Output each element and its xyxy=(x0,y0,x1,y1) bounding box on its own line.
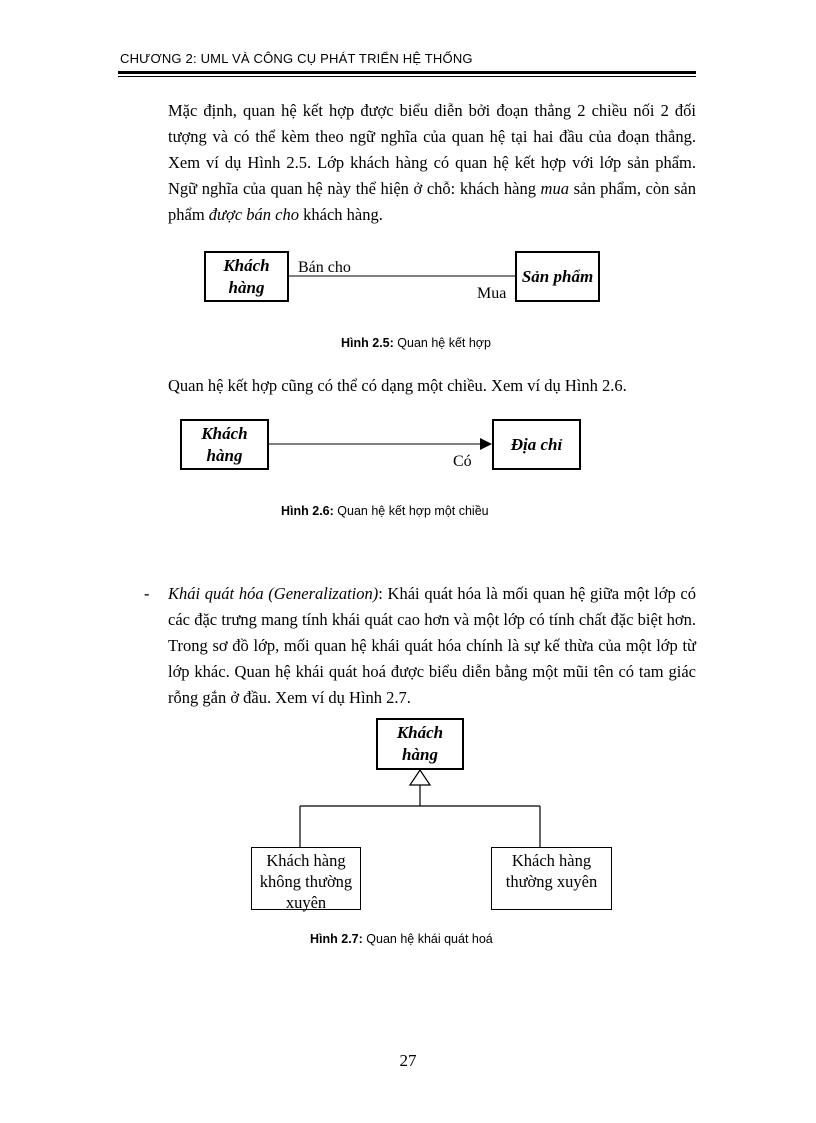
fig27-generalization-triangle xyxy=(410,770,430,785)
paragraph-text: khách hàng. xyxy=(299,205,383,224)
page-number: 27 xyxy=(399,1051,417,1070)
caption-text: Quan hệ khái quát hoá xyxy=(362,932,493,946)
fig26-arrowhead xyxy=(480,438,492,450)
class-box-khach-hang xyxy=(180,419,269,470)
class-box-khach-hang-thuong-xuyen xyxy=(491,847,612,910)
class-box-khach-hang-parent xyxy=(376,718,464,770)
paragraph-generalization xyxy=(168,581,696,711)
class-name: Khách hàng xyxy=(201,423,248,465)
emphasis-duoc-ban-cho: được bán cho xyxy=(208,205,299,224)
caption-label: Hình 2.6: xyxy=(281,504,334,518)
class-name: Sản phẩm xyxy=(521,266,594,286)
figure-caption-2-6 xyxy=(281,504,489,518)
figure-caption-2-5 xyxy=(341,336,491,350)
caption-text: Quan hệ kết hợp xyxy=(393,336,491,350)
class-name: Khách hàng xyxy=(223,255,270,297)
paragraph-text: : Khái quát hóa là mối quan hệ giữa một lớp có các đặc trưng mang tính khái quát cao hơn và một lớp có tính chất đặc biệt hơn. Trong sơ đồ lớp, mối quan hệ khái quát hóa chính là sự kế thừa của một lớp từ lớp khác. Quan hệ khái quát hoá được biểu diễn bằng một mũi tên có tam giác rỗng gắn ở đầu. Xem ví dụ Hình 2.7. xyxy=(168,584,697,707)
class-box-dia-chi xyxy=(492,419,581,470)
paragraph-text: sản phẩm, còn sản phẩm xyxy=(168,179,696,224)
class-name: Khách hàng thường xuyên xyxy=(505,851,598,891)
caption-text: Quan hệ kết hợp một chiều xyxy=(333,504,489,518)
emphasis-mua: mua xyxy=(540,179,569,198)
class-name: Khách hàng không thường xuyên xyxy=(259,851,353,912)
running-header: CHƯƠNG 2: UML VÀ CÔNG CỤ PHÁT TRIỂN HỆ THỐNG xyxy=(120,51,473,66)
class-name: Khách hàng xyxy=(396,723,444,764)
bullet-dash: - xyxy=(144,584,150,603)
caption-label: Hình 2.7: xyxy=(310,932,363,946)
class-box-san-pham xyxy=(515,251,600,302)
caption-label: Hình 2.5: xyxy=(341,336,394,350)
class-box-khach-hang xyxy=(204,251,289,302)
paragraph-one-way: Quan hệ kết hợp cũng có thể có dạng một chiều. Xem ví dụ Hình 2.6. xyxy=(168,376,627,395)
class-box-khach-hang-khong-thuong-xuyen xyxy=(251,847,361,910)
role-label-co: Có xyxy=(453,453,472,470)
term-generalization: Khái quát hóa (Generalization) xyxy=(168,584,379,603)
paragraph-text: Mặc định, quan hệ kết hợp được biểu diễn bởi đoạn thẳng 2 chiều nối 2 đối tượng và có thể kèm theo ngữ nghĩa của quan hệ tại hai đầu của đoạn thẳng. Xem ví dụ Hình 2.5. Lớp khách hàng có quan hệ kết hợp với lớp sản phẩm. Ngữ nghĩa của quan hệ này thể hiện ở chỗ: khách hàng xyxy=(168,101,696,198)
role-label-mua: Mua xyxy=(477,285,507,302)
figure-caption-2-7 xyxy=(310,932,493,946)
role-label-ban-cho: Bán cho xyxy=(298,259,351,276)
class-name: Địa chỉ xyxy=(510,434,563,454)
